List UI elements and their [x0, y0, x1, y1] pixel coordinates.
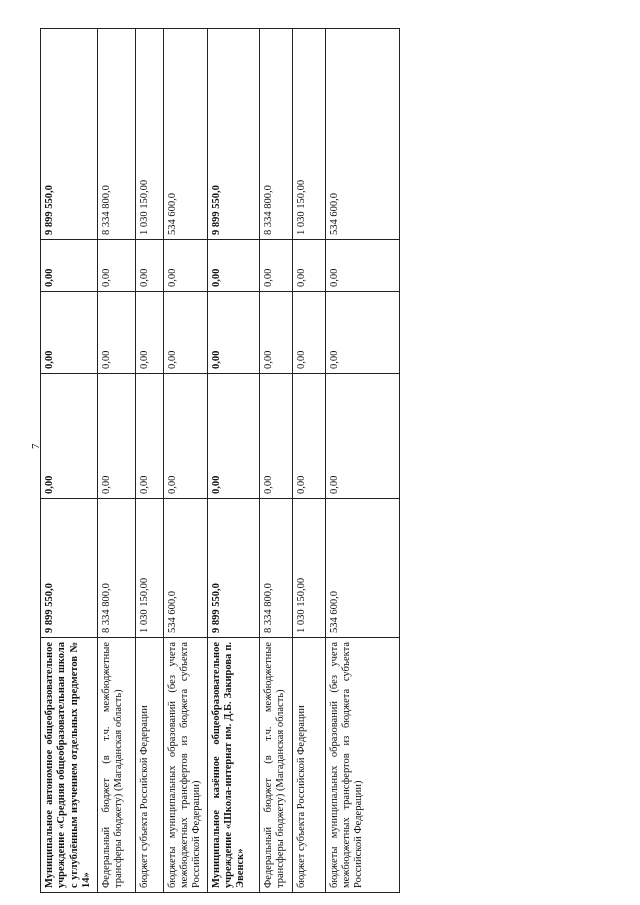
- row-col-1: 0,00: [97, 374, 135, 499]
- row-name: бюджеты муниципальных образований (без учета межбюджетных трансфертов из бюджета субъекта Российской Федерации): [325, 638, 399, 893]
- row-col-4: 9 899 550,0: [41, 29, 98, 240]
- row-col-1: 0,00: [41, 374, 98, 499]
- table-row: [325, 29, 399, 893]
- row-col-3: 0,00: [207, 240, 259, 292]
- row-col-3: 0,00: [259, 240, 292, 292]
- row-col-4: 1 030 150,00: [292, 29, 325, 240]
- row-total: 534 600,0: [163, 499, 207, 638]
- row-col-4: 8 334 800,0: [259, 29, 292, 240]
- row-total: 1 030 150,00: [135, 499, 163, 638]
- table-row: [41, 29, 98, 893]
- rotated-page: [40, 29, 394, 893]
- row-col-1: 0,00: [292, 374, 325, 499]
- row-col-3: 0,00: [163, 240, 207, 292]
- row-col-2: 0,00: [163, 292, 207, 374]
- table-row: [163, 29, 207, 893]
- row-col-1: 0,00: [163, 374, 207, 499]
- row-col-2: 0,00: [207, 292, 259, 374]
- row-col-3: 0,00: [97, 240, 135, 292]
- table-row: [259, 29, 292, 893]
- row-name: бюджет субъекта Российской Федерации: [292, 638, 325, 893]
- row-col-4: 1 030 150,00: [135, 29, 163, 240]
- row-col-4: 534 600,0: [325, 29, 399, 240]
- row-col-2: 0,00: [135, 292, 163, 374]
- row-name: Федеральный бюджет (в т.ч. межбюджетные трансферы бюджету) (Магаданская область): [259, 638, 292, 893]
- row-col-1: 0,00: [259, 374, 292, 499]
- row-col-1: 0,00: [135, 374, 163, 499]
- row-total: 534 600,0: [325, 499, 399, 638]
- row-col-3: 0,00: [41, 240, 98, 292]
- row-total: 8 334 800,0: [259, 499, 292, 638]
- row-total: 9 899 550,0: [207, 499, 259, 638]
- row-name: Муниципальное автономное общеобразовательное учреждение «Средняя общеобразовательная школа с углублённым изучением отдельных предметов № 14»: [41, 638, 98, 893]
- row-col-4: 9 899 550,0: [207, 29, 259, 240]
- row-col-2: 0,00: [259, 292, 292, 374]
- row-total: 9 899 550,0: [41, 499, 98, 638]
- row-col-2: 0,00: [41, 292, 98, 374]
- row-name: бюджет субъекта Российской Федерации: [135, 638, 163, 893]
- row-col-2: 0,00: [292, 292, 325, 374]
- row-col-3: 0,00: [325, 240, 399, 292]
- table-row: [135, 29, 163, 893]
- row-col-2: 0,00: [97, 292, 135, 374]
- row-name: Муниципальное казённое общеобразовательное учреждение «Школа-интернат им. Д.Б. Закирова п. Эвенск»: [207, 638, 259, 893]
- budget-table: [40, 28, 400, 893]
- row-col-1: 0,00: [325, 374, 399, 499]
- row-col-1: 0,00: [207, 374, 259, 499]
- row-col-3: 0,00: [135, 240, 163, 292]
- page-number: 7: [30, 443, 42, 449]
- row-col-2: 0,00: [325, 292, 399, 374]
- row-total: 8 334 800,0: [97, 499, 135, 638]
- row-name: бюджеты муниципальных образований (без учета межбюджетных трансфертов из бюджета субъекта Российской Федерации): [163, 638, 207, 893]
- table-row: [97, 29, 135, 893]
- row-col-4: 8 334 800,0: [97, 29, 135, 240]
- table-row: [292, 29, 325, 893]
- row-col-3: 0,00: [292, 240, 325, 292]
- row-col-4: 534 600,0: [163, 29, 207, 240]
- row-name: Федеральный бюджет (в т.ч. межбюджетные трансферы бюджету) (Магаданская область): [97, 638, 135, 893]
- table-row: [207, 29, 259, 893]
- row-total: 1 030 150,00: [292, 499, 325, 638]
